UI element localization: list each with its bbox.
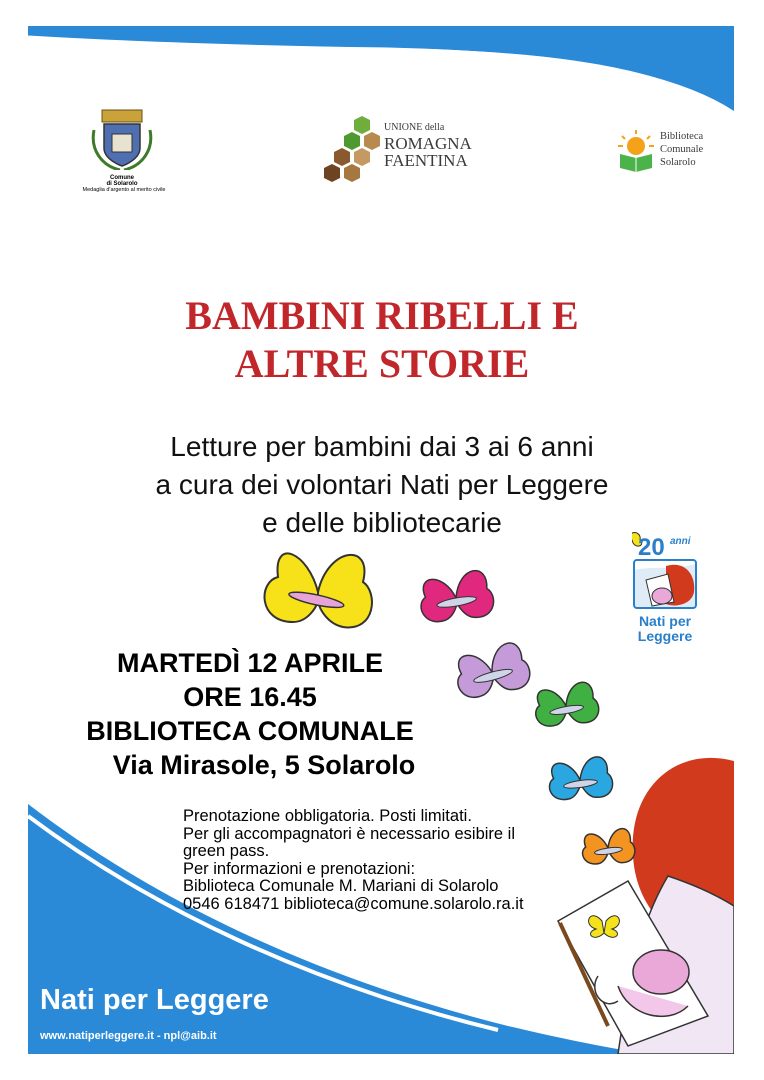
biblioteca-line1: Biblioteca	[660, 131, 704, 142]
subtitle-line2: a cura dei volontari Nati per Leggere	[155, 469, 609, 500]
notes-line1: Prenotazione obbligatoria. Posti limitati.	[183, 807, 472, 825]
event-details	[50, 646, 450, 782]
notes-contact: 0546 618471 biblioteca@comune.solarolo.ra.it	[183, 894, 524, 913]
butterfly-icon	[532, 680, 601, 731]
event-time: ORE 16.45	[183, 682, 317, 712]
butterfly-icon	[264, 553, 371, 627]
comune-name-line1: Comune	[110, 175, 134, 181]
biblioteca-line3: Solarolo	[660, 157, 696, 168]
notes-line2: Per gli accompagnatori è necessario esibire il	[183, 824, 515, 843]
notes-line3: green pass.	[183, 842, 270, 860]
badge-anni-label: anni	[670, 536, 691, 547]
butterfly-icon	[580, 827, 637, 868]
badge-number: 20	[638, 534, 665, 561]
event-title-line2: ALTRE STORIE	[234, 341, 530, 386]
badge-line1: Nati per	[638, 613, 692, 629]
unione-line2: ROMAGNA	[384, 134, 472, 153]
comune-caption: Medaglia d'argento al merito civile	[82, 187, 166, 193]
biblioteca-line2: Comunale	[660, 144, 704, 155]
notes-line4: Per informazioni e prenotazioni:	[183, 859, 416, 878]
npl-footer-url: www.natiperleggere.it - npl@aib.it	[40, 1030, 217, 1042]
subtitle-line1: Letture per bambini dai 3 ai 6 anni	[170, 431, 594, 462]
comune-name-line2: di Solarolo	[106, 181, 138, 187]
butterfly-icon	[546, 755, 614, 804]
unione-line1: UNIONE della	[384, 122, 445, 133]
butterfly-icon	[451, 640, 533, 704]
booking-notes	[183, 808, 583, 913]
badge-line2: Leggere	[637, 628, 693, 644]
event-address: Via Mirasole, 5 Solarolo	[112, 750, 416, 780]
event-date: MARTEDÌ 12 APRILE	[116, 648, 384, 678]
subtitle-line3: e delle bibliotecarie	[262, 507, 502, 538]
notes-line5: Biblioteca Comunale M. Mariani di Solarolo	[183, 877, 499, 895]
event-title-line1: BAMBINI RIBELLI E	[185, 293, 579, 338]
event-venue: BIBLIOTECA COMUNALE	[86, 716, 414, 746]
butterfly-icon	[416, 568, 496, 627]
unione-line3: FAENTINA	[384, 151, 468, 170]
npl-footer-brand: Nati per Leggere	[40, 984, 269, 1016]
